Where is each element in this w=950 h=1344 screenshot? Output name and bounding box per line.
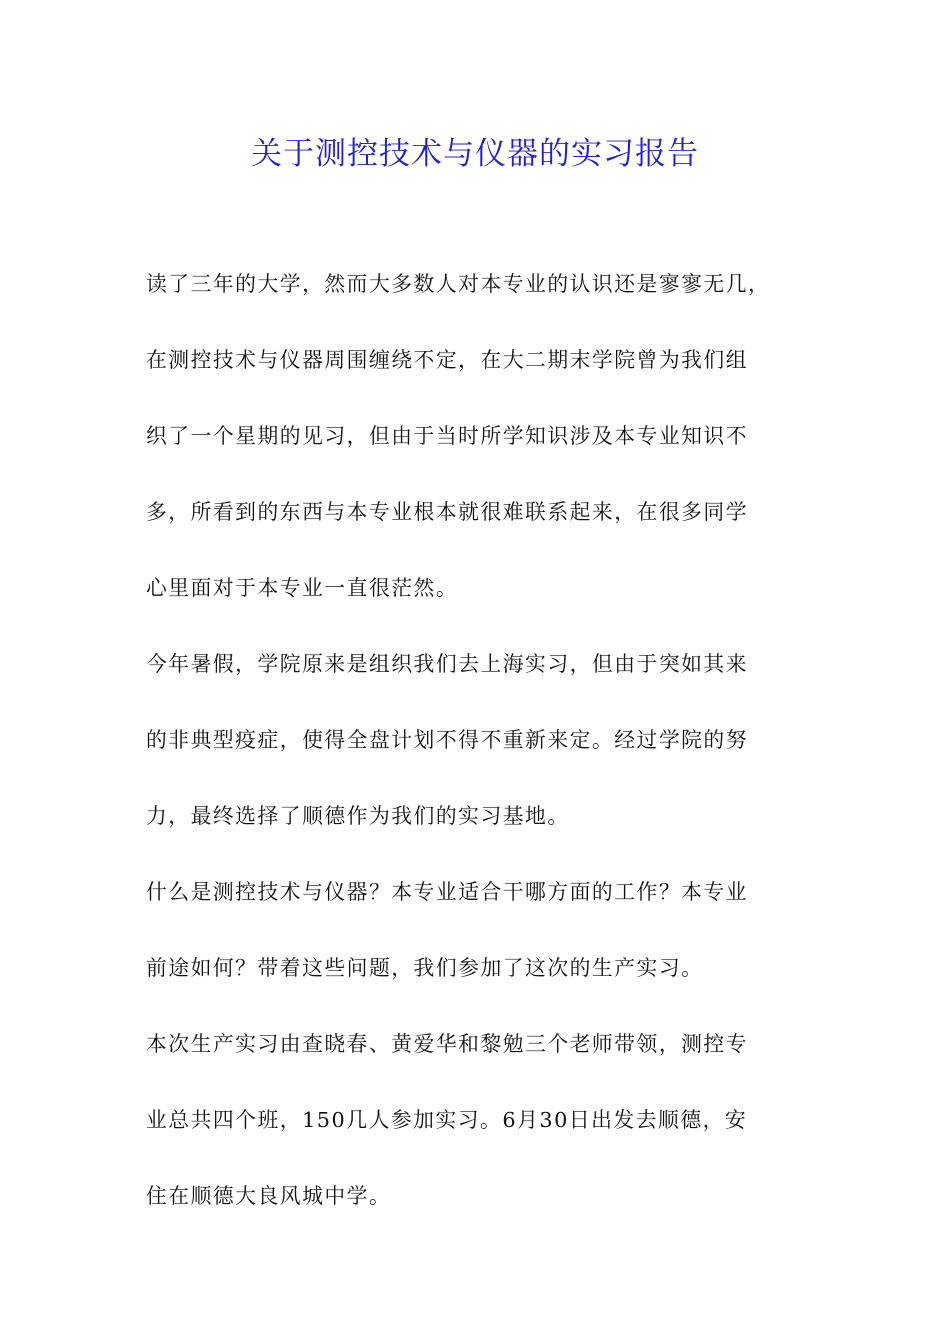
text-line: 什么是测控技术与仪器？本专业适合干哪方面的工作？本专业 [146, 880, 749, 904]
paragraph-2 [146, 644, 810, 836]
paragraph-3 [146, 872, 810, 988]
text-line: 在测控技术与仪器周围缠绕不定，在大二期末学院曾为我们组 [146, 348, 749, 372]
text-line: 住在顺德大良风城中学。 [146, 1184, 392, 1208]
text-line: 今年暑假，学院原来是组织我们去上海实习，但由于突如其来 [146, 652, 749, 676]
text-line: 织了一个星期的见习，但由于当时所学知识涉及本专业知识不 [146, 424, 749, 448]
text-line: 读了三年的大学，然而大多数人对本专业的认识还是寥寥无几， [146, 272, 771, 296]
text-line: 前途如何？带着这些问题，我们参加了这次的生产实习。 [146, 956, 704, 980]
text-line: 业总共四个班，150几人参加实习。6月30日出发去顺德，安 [146, 1108, 748, 1132]
text-line: 多，所看到的东西与本专业根本就很难联系起来，在很多同学 [146, 500, 749, 524]
text-line: 心里面对于本专业一直很茫然。 [146, 576, 459, 600]
paragraph-4 [146, 1024, 810, 1216]
text-line: 本次生产实习由查晓春、黄爱华和黎勉三个老师带领，测控专 [146, 1032, 749, 1056]
document-body [146, 264, 810, 1216]
text-line: 力，最终选择了顺德作为我们的实习基地。 [146, 804, 570, 828]
paragraph-1 [146, 264, 810, 608]
document-title: 关于测控技术与仪器的实习报告 [251, 136, 699, 172]
text-line: 的非典型疫症，使得全盘计划不得不重新来定。经过学院的努 [146, 728, 749, 752]
